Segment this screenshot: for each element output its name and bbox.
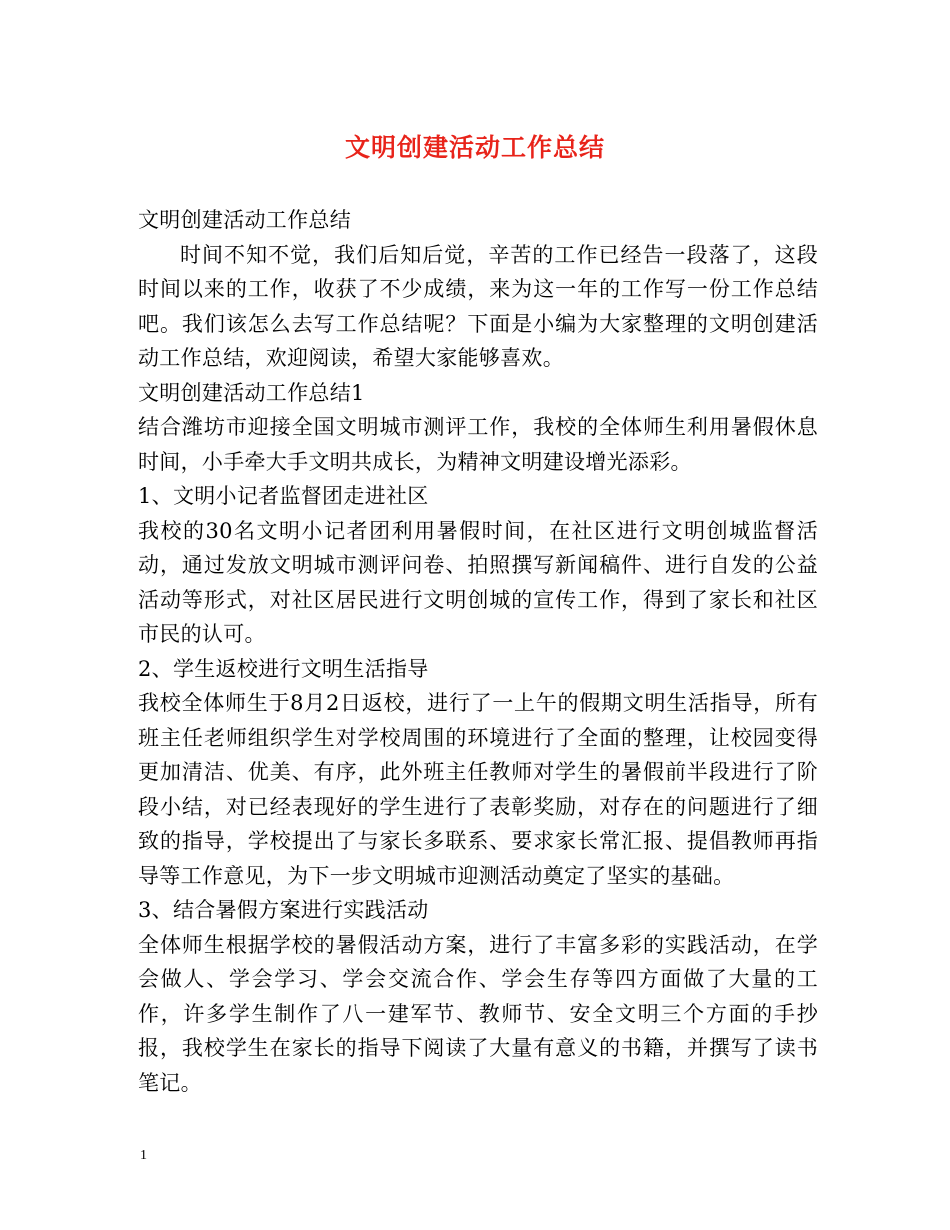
section-heading-3: 3、结合暑假方案进行实践活动: [138, 898, 429, 922]
paragraph-section-1: 我校的30名文明小记者团利用暑假时间，在社区进行文明创城监督活动，通过发放文明城市测评问卷、拍照撰写新闻稿件、进行自发的公益活动等形式，对社区居民进行文明创城的宣传工作，得到了家长和社区市民的认可。: [138, 518, 818, 646]
paragraph-section-2: 我校全体师生于8月2日返校，进行了一上午的假期文明生活指导，所有班主任老师组织学生对学校周围的环境进行了全面的整理，让校园变得更加清洁、优美、有序，此外班主任教师对学生的暑假前半段进行了阶段小结，对已经表现好的学生进行了表彰奖励，对存在的问题进行了细致的指导，学校提出了与家长多联系、要求家长常汇报、提倡教师再指导等工作意见，为下一步文明城市迎测活动奠定了坚实的基础。: [138, 691, 818, 888]
document-body: [138, 203, 818, 1100]
paragraph-intro: 时间不知不觉，我们后知后觉，辛苦的工作已经告一段落了，这段时间以来的工作，收获了不少成绩，来为这一年的工作写一份工作总结吧。我们该怎么去写工作总结呢？下面是小编为大家整理的文明创建活动工作总结，欢迎阅读，希望大家能够喜欢。: [138, 242, 818, 370]
section-heading-1: 1、文明小记者监督团走进社区: [138, 484, 429, 508]
section-heading-2: 2、学生返校进行文明生活指导: [138, 656, 429, 681]
paragraph-subtitle: 文明创建活动工作总结: [138, 208, 351, 232]
paragraph-overview: 结合潍坊市迎接全国文明城市测评工作，我校的全体师生利用暑假休息时间，小手牵大手文明共成长，为精神文明建设增光添彩。: [138, 415, 818, 474]
page-number: 1: [140, 1148, 147, 1163]
section-heading-summary-1: 文明创建活动工作总结1: [138, 380, 365, 405]
paragraph-section-3: 全体师生根据学校的暑假活动方案，进行了丰富多彩的实践活动，在学会做人、学会学习、学会交流合作、学会生存等四方面做了大量的工作，许多学生制作了八一建军节、教师节、安全文明三个方面的手抄报，我校学生在家长的指导下阅读了大量有意义的书籍，并撰写了读书笔记。: [138, 932, 818, 1095]
document-title: 文明创建活动工作总结: [344, 133, 605, 162]
